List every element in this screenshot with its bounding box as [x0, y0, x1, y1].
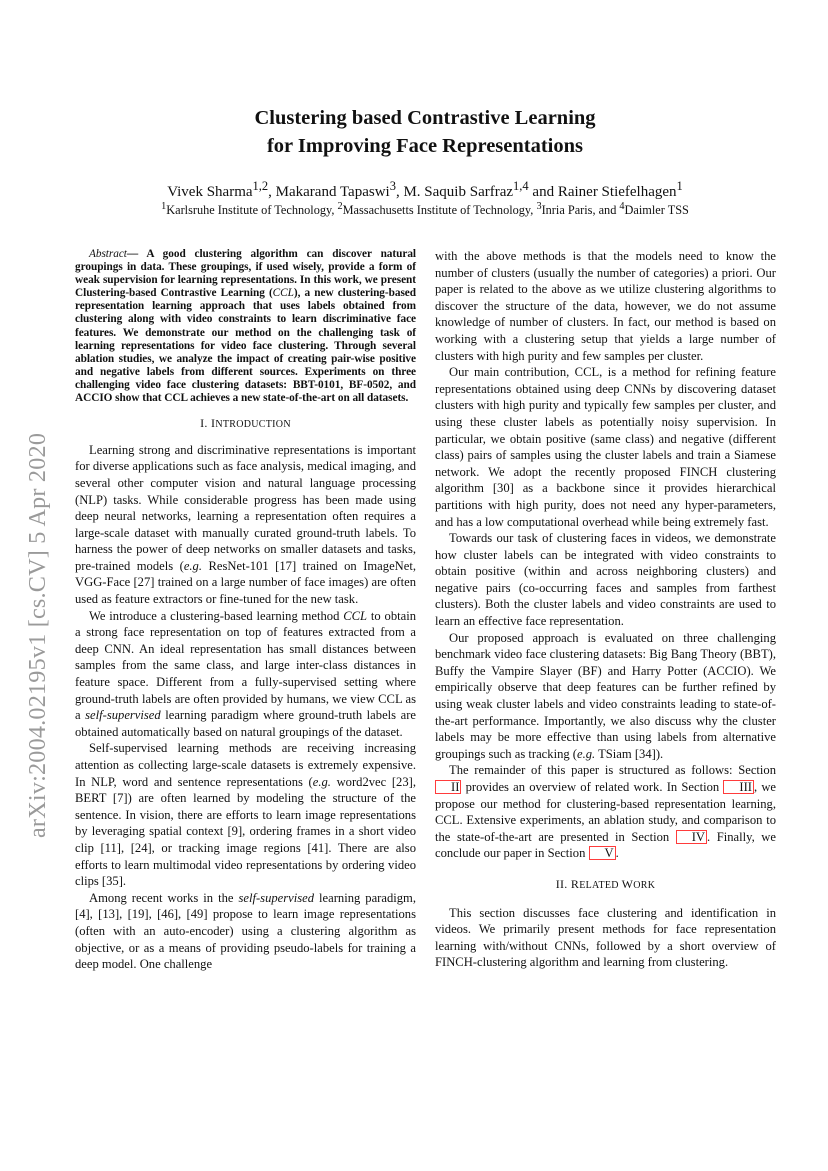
- affil-sup: 4: [619, 201, 625, 212]
- arxiv-identifier: [20, 363, 60, 843]
- abstract-label: Abstract: [89, 248, 127, 260]
- author-affil-sup: 1,4: [513, 179, 529, 193]
- section-link[interactable]: IV: [676, 830, 707, 844]
- paragraph-text: . Finally, we conclude our paper in Section: [435, 829, 776, 861]
- evaluation-paragraph: [435, 630, 776, 763]
- affiliations: [60, 199, 790, 218]
- affil-name: Massachusetts Institute of Technology,: [342, 203, 537, 218]
- paragraph-text: , we propose our method for clustering-based representation learning, CCL. Extensive experiments, an ablation study, and comparison to the state-of-the-art are presented in Section: [435, 780, 777, 844]
- section-title-rest: ORK: [633, 879, 656, 891]
- emphasis: self-supervised: [238, 890, 315, 905]
- title-line-2: for Improving Face Representations: [266, 135, 584, 157]
- abstract-text: ), a new clustering-based representation learning approach that uses labels obtained from clustering along with video constraints to learn discriminative face features. We demonstrate our method on the challenging task of learning representations for video face clustering. Through several ablation studies, we analyze the impact of creating pair-wise positive and negative labels from different sources. Experiments on three challenging video face clustering datasets: BBT-0101, BF-0502, and ACCIO show that CCL achieves a new state-of-the-art on all datasets.: [75, 287, 416, 405]
- author-affil-sup: 1: [676, 179, 683, 193]
- paragraph-text: ResNet-101 [17] trained on ImageNet, VGG-Face [27] trained on a large number of face images) are often used as feature extractors or fine-tuned for the new task.: [75, 558, 416, 607]
- intro-paragraph-4: [75, 890, 416, 973]
- abbreviation: e.g.: [577, 746, 596, 761]
- paragraph-text: to obtain a strong face representation on top of features extracted from a deep CNN. An ideal representation has small distances between samples from the same class, and large inter-class distances in feature space. Different from a fully-supervised setting where ground-truth labels are often provided by humans, we view CCL as a: [75, 608, 417, 723]
- section-heading-introduction: [75, 415, 416, 434]
- related-work-paragraph: This section discusses face clustering and identification in videos. We primarily present methods for face representation learning with/without CNNs, followed by a short overview of FINCH-clustering algorithm and learning from clustering.: [435, 905, 776, 970]
- paragraph-text: provides an overview of related work. In Section: [461, 780, 724, 794]
- contribution-paragraph: Our main contribution, CCL, is a method for refining feature representations obtained using deep CNNs by discovering dataset clusters with high purity and typically few samples per cluster, and using these cluster labels as potentially noisy supervision. In particular, we obtain positive (same class) and negative (different class) pairs of samples using the cluster labels and train a Siamese network. We adopt the recently proposed FINCH clustering algorithm [30] as a backbone since it provides hierarchical partitions with high purity, does not need any hyper-parameters, and has a low computational overhead while being extremely fast.: [435, 365, 776, 529]
- abstract-text: — A good clustering algorithm can discover natural groupings in data. These groupings, if used wisely, provide a form of weak supervision for learning representations. In this work, we present Clustering-based Contrastive Learning (: [75, 248, 416, 300]
- title-line-1: Clustering based Contrastive Learning: [254, 107, 596, 129]
- affil-name: Inria Paris, and: [541, 203, 620, 218]
- section-title-rest: NTRODUCTION: [215, 419, 291, 431]
- intro-paragraph-2: [75, 608, 416, 741]
- author-name: Vivek Sharma: [167, 184, 253, 200]
- structure-paragraph: [435, 762, 776, 862]
- paragraph-text: Learning strong and discriminative representations is important for diverse applications such as face analysis, medical imaging, and several other computer vision and natural language processing (NLP) tasks. While considerable progress has been made using deep neural networks, learning a representation often requires a large-scale dataset with manually curated ground-truth labels. To harness the power of deep networks on smaller datasets and tasks, pre-trained models (: [75, 442, 416, 573]
- affil-name: Karlsruhe Institute of Technology,: [166, 203, 338, 218]
- section-number: II.: [555, 876, 571, 891]
- video-constraints-paragraph: Towards our task of clustering faces in videos, we demonstrate how cluster labels can be integrated with video constraints to obtain positive (within and across neighboring clusters) and negative pairs (co-occurring faces and samples from farthest clusters). Both the cluster labels and video constraints are used to learn an effective face representation.: [435, 531, 776, 629]
- section-heading-related-work: [435, 876, 776, 895]
- affil-sup: 1: [161, 201, 167, 212]
- emphasis: CCL: [343, 608, 368, 623]
- author-name: Rainer Stiefelhagen: [557, 184, 677, 200]
- paragraph-text: learning paradigm where ground-truth labels are obtained automatically based on natural groupings of the dataset.: [75, 708, 416, 739]
- abbreviation: e.g.: [312, 774, 331, 789]
- affil-name: Daimler TSS: [624, 203, 689, 218]
- left-column: [75, 248, 416, 973]
- paragraph-text: word2vec [23], BERT [7]) are often learned by modeling the structure of the sentence. In vision, there are efforts to learn image representations by leveraging spatial context [9], ordering frames in a short video clip [11], [24], or tracking image regions [41]. There are also efforts to learn multimodal video representations by ordering video clips [35].: [75, 774, 416, 889]
- section-title-initial: I: [211, 416, 216, 431]
- paragraph-text: The remainder of this paper is structured as follows: Section: [449, 763, 776, 778]
- intro-paragraph-continued: with the above methods is that the models need to know the number of clusters (usually the number of categories) a priori. Our paper is related to the above as we utilize clustering algorithms to discover the structure of the data, however, we do not assume knowledge of number of clusters. In fact, our method is based on working with a clustering setup that yields a large number of clusters with high purity and few samples per cluster.: [435, 249, 776, 363]
- author-affil-sup: 1,2: [252, 179, 269, 193]
- section-link[interactable]: II: [435, 780, 461, 794]
- paragraph-text: Self-supervised learning methods are receiving increasing attention as collecting large-scale datasets is extremely expensive. In NLP, word and sentence representations (: [75, 741, 416, 789]
- paragraph-text: Among recent works in the: [89, 890, 239, 905]
- affil-sup: 2: [337, 201, 343, 212]
- author-name: M. Saquib Sarfraz: [403, 184, 514, 200]
- author-list: Vivek Sharma$^{1,2}$, Makarand Tapaswi$^3$, M. Saquib Sarfraz$^{1,4}$ and Rainer Stiefelhagen$^1$: [167, 179, 683, 200]
- section-link[interactable]: III: [723, 780, 754, 794]
- paragraph-text: Our proposed approach is evaluated on three challenging benchmark video face clustering datasets: Big Bang Theory (BBT), Buffy the Vampire Slayer (BF) and Harry Potter (ACCIO). We empirically observe that deep features can be further refined by using weak cluster labels and video constraints leading to state-of-the-art performance. Importantly, we also discuss why the cluster labels may be more effective than using labels from alternative groupings such as tracking (: [435, 630, 776, 761]
- intro-paragraph-1: [75, 442, 416, 608]
- intro-paragraph-3: [75, 740, 416, 889]
- paragraph-text: We introduce a clustering-based learning method: [89, 608, 344, 623]
- section-link[interactable]: V: [589, 846, 616, 860]
- abstract: [75, 248, 416, 405]
- arxiv-identifier-text: arXiv:2004.02195v1 [cs.CV] 5 Apr 2020: [24, 432, 51, 838]
- author-name: Makarand Tapaswi: [275, 184, 390, 200]
- paragraph-text: .: [615, 846, 619, 861]
- section-number: I.: [200, 416, 212, 431]
- right-column: [435, 248, 776, 971]
- emphasis: self-supervised: [85, 708, 161, 723]
- abstract-acronym: CCL: [272, 287, 294, 300]
- section-title-initial: W: [621, 876, 634, 891]
- paragraph-text: TSiam [34]).: [595, 746, 664, 761]
- abbreviation: e.g.: [183, 558, 202, 573]
- section-title-rest: ELATED: [579, 879, 622, 891]
- author-conjunction: and: [532, 184, 555, 200]
- section-title-initial: R: [570, 876, 580, 891]
- affil-sup: 3: [536, 201, 542, 212]
- author-affil-sup: 3: [389, 179, 396, 193]
- paragraph-text: learning paradigm, [4], [13], [19], [46], [49] propose to learn image representations (often with an auto-encoder) using a clustering algorithm as objective, or as a means of providing pseudo-labels for training a deep model. One challenge: [75, 890, 416, 972]
- paper-title: [100, 104, 750, 160]
